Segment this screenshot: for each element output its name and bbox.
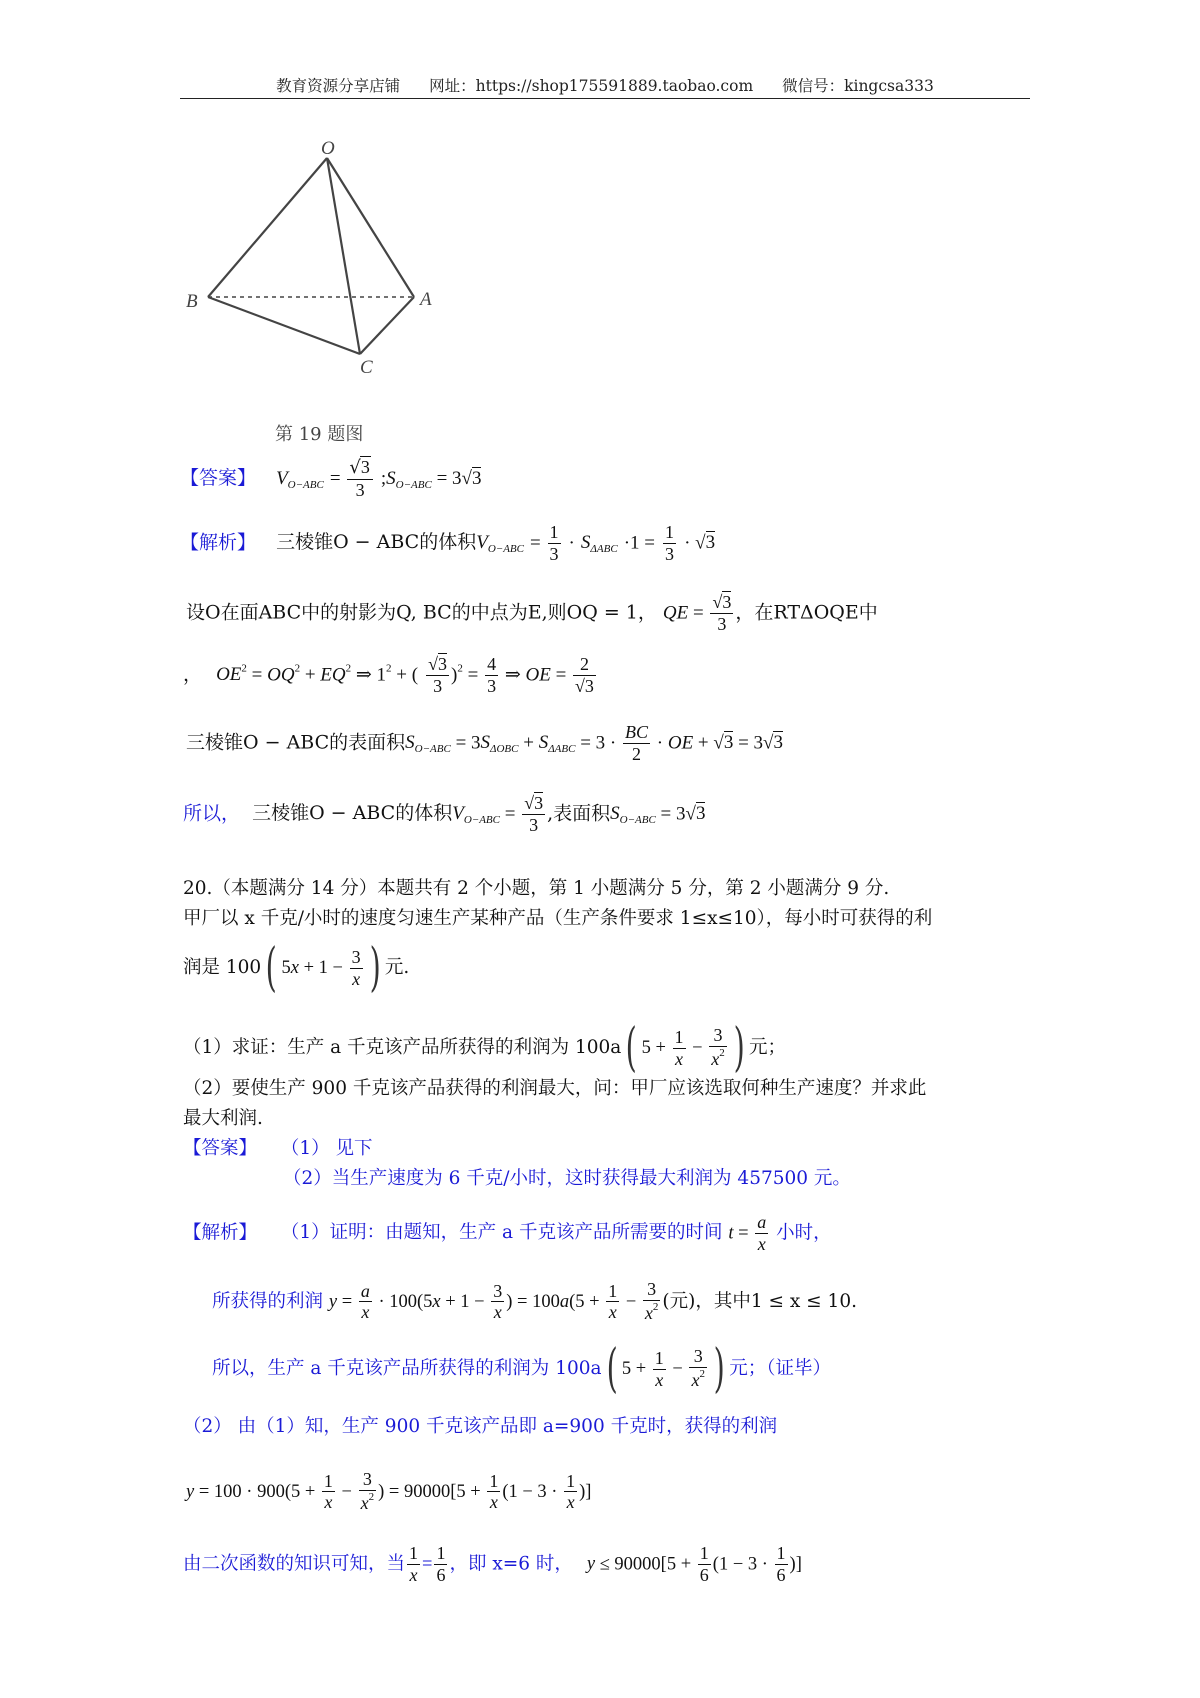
q20-analysis-line1: 【解析】 （1）证明：由题知，生产 a 千克该产品所需要的时间 t = $\frac{a}{x}$ 小时，: [183, 1212, 832, 1254]
q19-line6: 所以， 三棱锥O − ABC的体积$V_{O-ABC}$ = $\frac{√3}{3}$ ,表面积$S_{O-ABC} = 3√3$: [183, 793, 706, 835]
figure-caption: 第 19 题图: [275, 424, 364, 445]
edge-oc: [327, 158, 360, 354]
q20-part2-b: 最大利润.: [183, 1108, 263, 1129]
q19-analysis-tag: 【解析】: [180, 531, 257, 554]
edge-bc: [208, 297, 360, 354]
edge-ac: [360, 297, 414, 354]
header-url: 网址：https://shop175591889.taobao.com: [429, 77, 754, 95]
header-shop: 教育资源分享店铺: [276, 77, 401, 95]
q19-line5: 三棱锥O − ABC的表面积$S_{O-ABC} = 3S_{\Delta OBC} + S_{\Delta ABC} = 3$ · $\frac{BC}{2}$ · OE + √3 = 3√3: [186, 722, 783, 764]
label-a: A: [420, 289, 432, 310]
q20-answer-line1: 【答案】 （1） 见下: [183, 1138, 373, 1159]
q20-analysis-line3: 所以，生产 a 千克该产品所获得的利润为 100a( 5 + $\frac{1}{x}$ − $\frac{3}{x^2}$ ) 元；（证毕）: [212, 1339, 832, 1399]
tetrahedron-figure: [180, 140, 450, 450]
q20-analysis-line4: （2） 由（1）知，生产 900 千克该产品即 a=900 千克时，获得的利润: [183, 1416, 778, 1437]
q20-analysis-line5: y = 100 · 900(5 + $\frac{1}{x}$ − $\frac{3}{x^2}$ ) = 90000[5 + $\frac{1}{x}$ (1 − 3 · $\frac{1}{x}$ )]: [186, 1469, 592, 1513]
q20-analysis-line6: 由二次函数的知识可知，当 $\frac{1}{x}$ = $\frac{1}{6}$ ，即 x=6 时， y ≤ 90000[5 + $\frac{1}{6}$ (1 − 3 · $\frac{1}{6}$ )]: [183, 1543, 802, 1585]
label-o: O: [321, 140, 335, 159]
header-wechat: 微信号：kingcsa333: [782, 77, 934, 95]
q20-part2-a: （2）要使生产 900 千克该产品获得的利润最大，问：甲厂应该选取何种生产速度？并求此: [183, 1078, 927, 1099]
q19-answer-line: 【答案】 $V_{O-ABC}$ = $\frac{√3}{3}$ $;S_{O-ABC} = 3√3$: [180, 457, 482, 500]
q19-line3: 设O在面ABC中的射影为Q, BC的中点为E,则OQ = 1， QE = $\frac{√3}{3}$ ，在RTΔOQE中: [186, 592, 878, 634]
q19-analysis-intro: 三棱锥O − ABC的体积: [276, 531, 477, 554]
label-b: B: [186, 291, 198, 312]
q19-answer-tag: 【答案】: [180, 466, 257, 489]
q20-analysis-line2: 所获得的利润 y = $\frac{a}{x}$ · 100(5x + 1 − $\frac{3}{x}$ ) = 100a(5 + $\frac{1}{x}$ − $\frac{3}{x^2}$ (元)，其中1 ≤ x ≤ 10.: [212, 1279, 857, 1323]
q20-title: 20.（本题满分 14 分）本题共有 2 个小题，第 1 小题满分 5 分，第 2 小题满分 9 分.: [183, 878, 890, 899]
q19-analysis-line: 【解析】 三棱锥O − ABC的体积$V_{O-ABC}$ = $\frac{1}{3}$ · $S_{\Delta ABC} \cdot 1$ = $\frac{1}{3}$ · √3: [180, 522, 716, 564]
edge-ob: [208, 158, 327, 297]
q20-answer-line2: （2）当生产速度为 6 千克/小时，这时获得最大利润为 457500 元。: [283, 1168, 851, 1189]
header-rule: [180, 98, 1030, 99]
q19-line4: ， $OE^2 = OQ^2 + EQ^2$ ⇒ $1^2$ + ( $\frac{√3}{3}$ )$^2$ = $\frac{4}{3}$ ⇒ OE = $\frac{2}{√3}$: [183, 654, 594, 696]
q20-part1: （1）求证：生产 a 千克该产品所获得的利润为 100a( 5 + $\frac{1}{x}$ − $\frac{3}{x^2}$ ) 元；: [183, 1018, 787, 1078]
edge-oa: [327, 158, 414, 297]
q20-stem-2: 润是 100( 5x + 1 − $\frac{3}{x}$ ) 元.: [183, 938, 410, 998]
page-header: [180, 74, 1030, 96]
label-c: C: [360, 357, 373, 378]
q20-stem-1: 甲厂以 x 千克/小时的速度匀速生产某种产品（生产条件要求 1≤x≤10），每小时可获得的利: [183, 908, 933, 929]
